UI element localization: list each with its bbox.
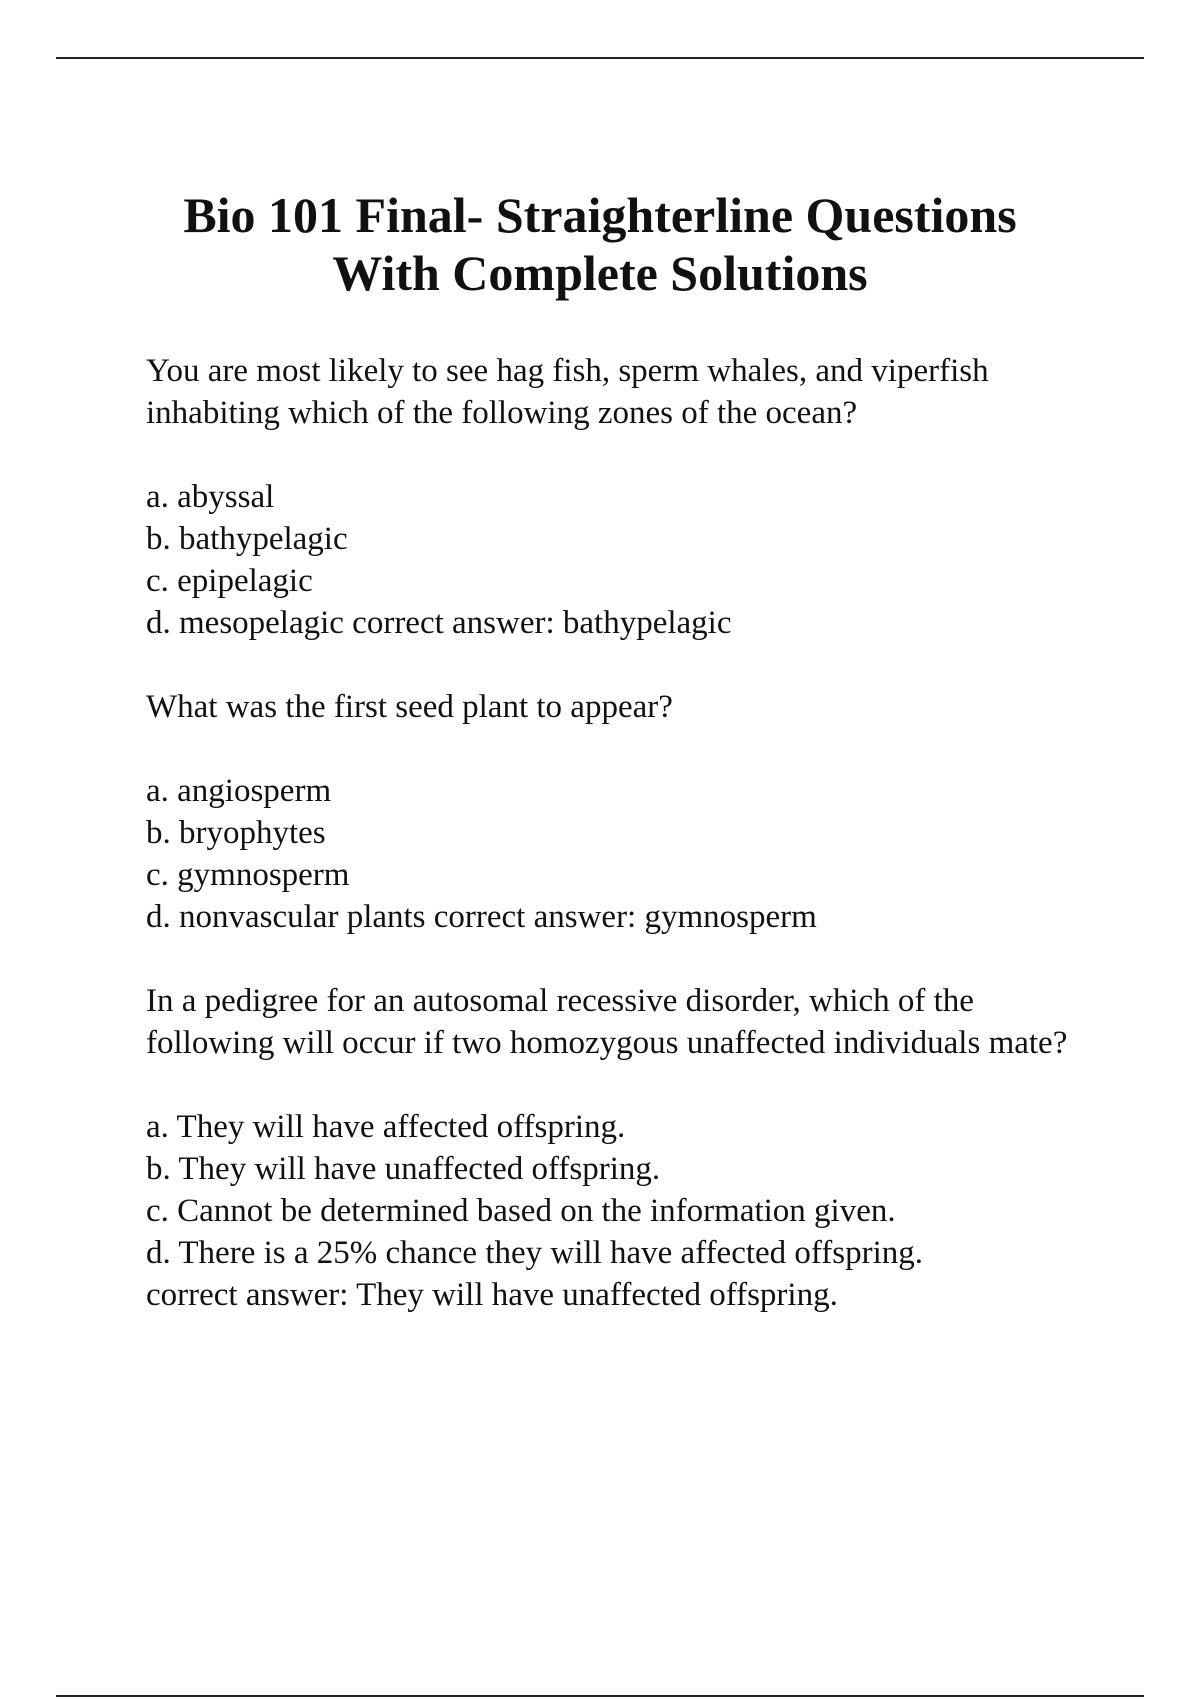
question-block-1 <box>146 350 1106 644</box>
document-title <box>100 186 1100 302</box>
option-d: d. There is a 25% chance they will have affected offspring. <box>146 1235 924 1271</box>
option-c: c. Cannot be determined based on the information given. <box>146 1193 896 1229</box>
question-text: In a pedigree for an autosomal recessive disorder, which of the following will occur if two homozygous unaffected individuals mate? <box>146 983 1068 1061</box>
option-b: b. bathypelagic <box>146 521 348 557</box>
option-b: b. bryophytes <box>146 815 326 851</box>
option-b: b. They will have unaffected offspring. <box>146 1151 661 1187</box>
option-c: c. gymnosperm <box>146 857 350 893</box>
option-d-with-answer: d. nonvascular plants correct answer: gymnosperm <box>146 899 817 935</box>
question-block-2 <box>146 686 1106 938</box>
bottom-rule <box>56 1695 1144 1697</box>
question-text: What was the first seed plant to appear? <box>146 689 673 725</box>
answer-options <box>146 476 1106 644</box>
title-line-1: Bio 101 Final- Straighterline Questions <box>183 187 1017 243</box>
answer-options <box>146 1106 1106 1316</box>
title-line-2: With Complete Solutions <box>332 245 868 301</box>
answer-options <box>146 770 1106 938</box>
option-a: a. They will have affected offspring. <box>146 1109 626 1145</box>
option-a: a. angiosperm <box>146 773 332 809</box>
document-body <box>146 350 1106 1358</box>
option-c: c. epipelagic <box>146 563 313 599</box>
question-text: You are most likely to see hag fish, sperm whales, and viperfish inhabiting which of the following zones of the ocean? <box>146 353 989 431</box>
option-a: a. abyssal <box>146 479 275 515</box>
top-rule <box>56 57 1144 59</box>
option-d-with-answer: d. mesopelagic correct answer: bathypelagic <box>146 605 732 641</box>
correct-answer: correct answer: They will have unaffected offspring. <box>146 1277 838 1313</box>
question-block-3 <box>146 980 1106 1316</box>
